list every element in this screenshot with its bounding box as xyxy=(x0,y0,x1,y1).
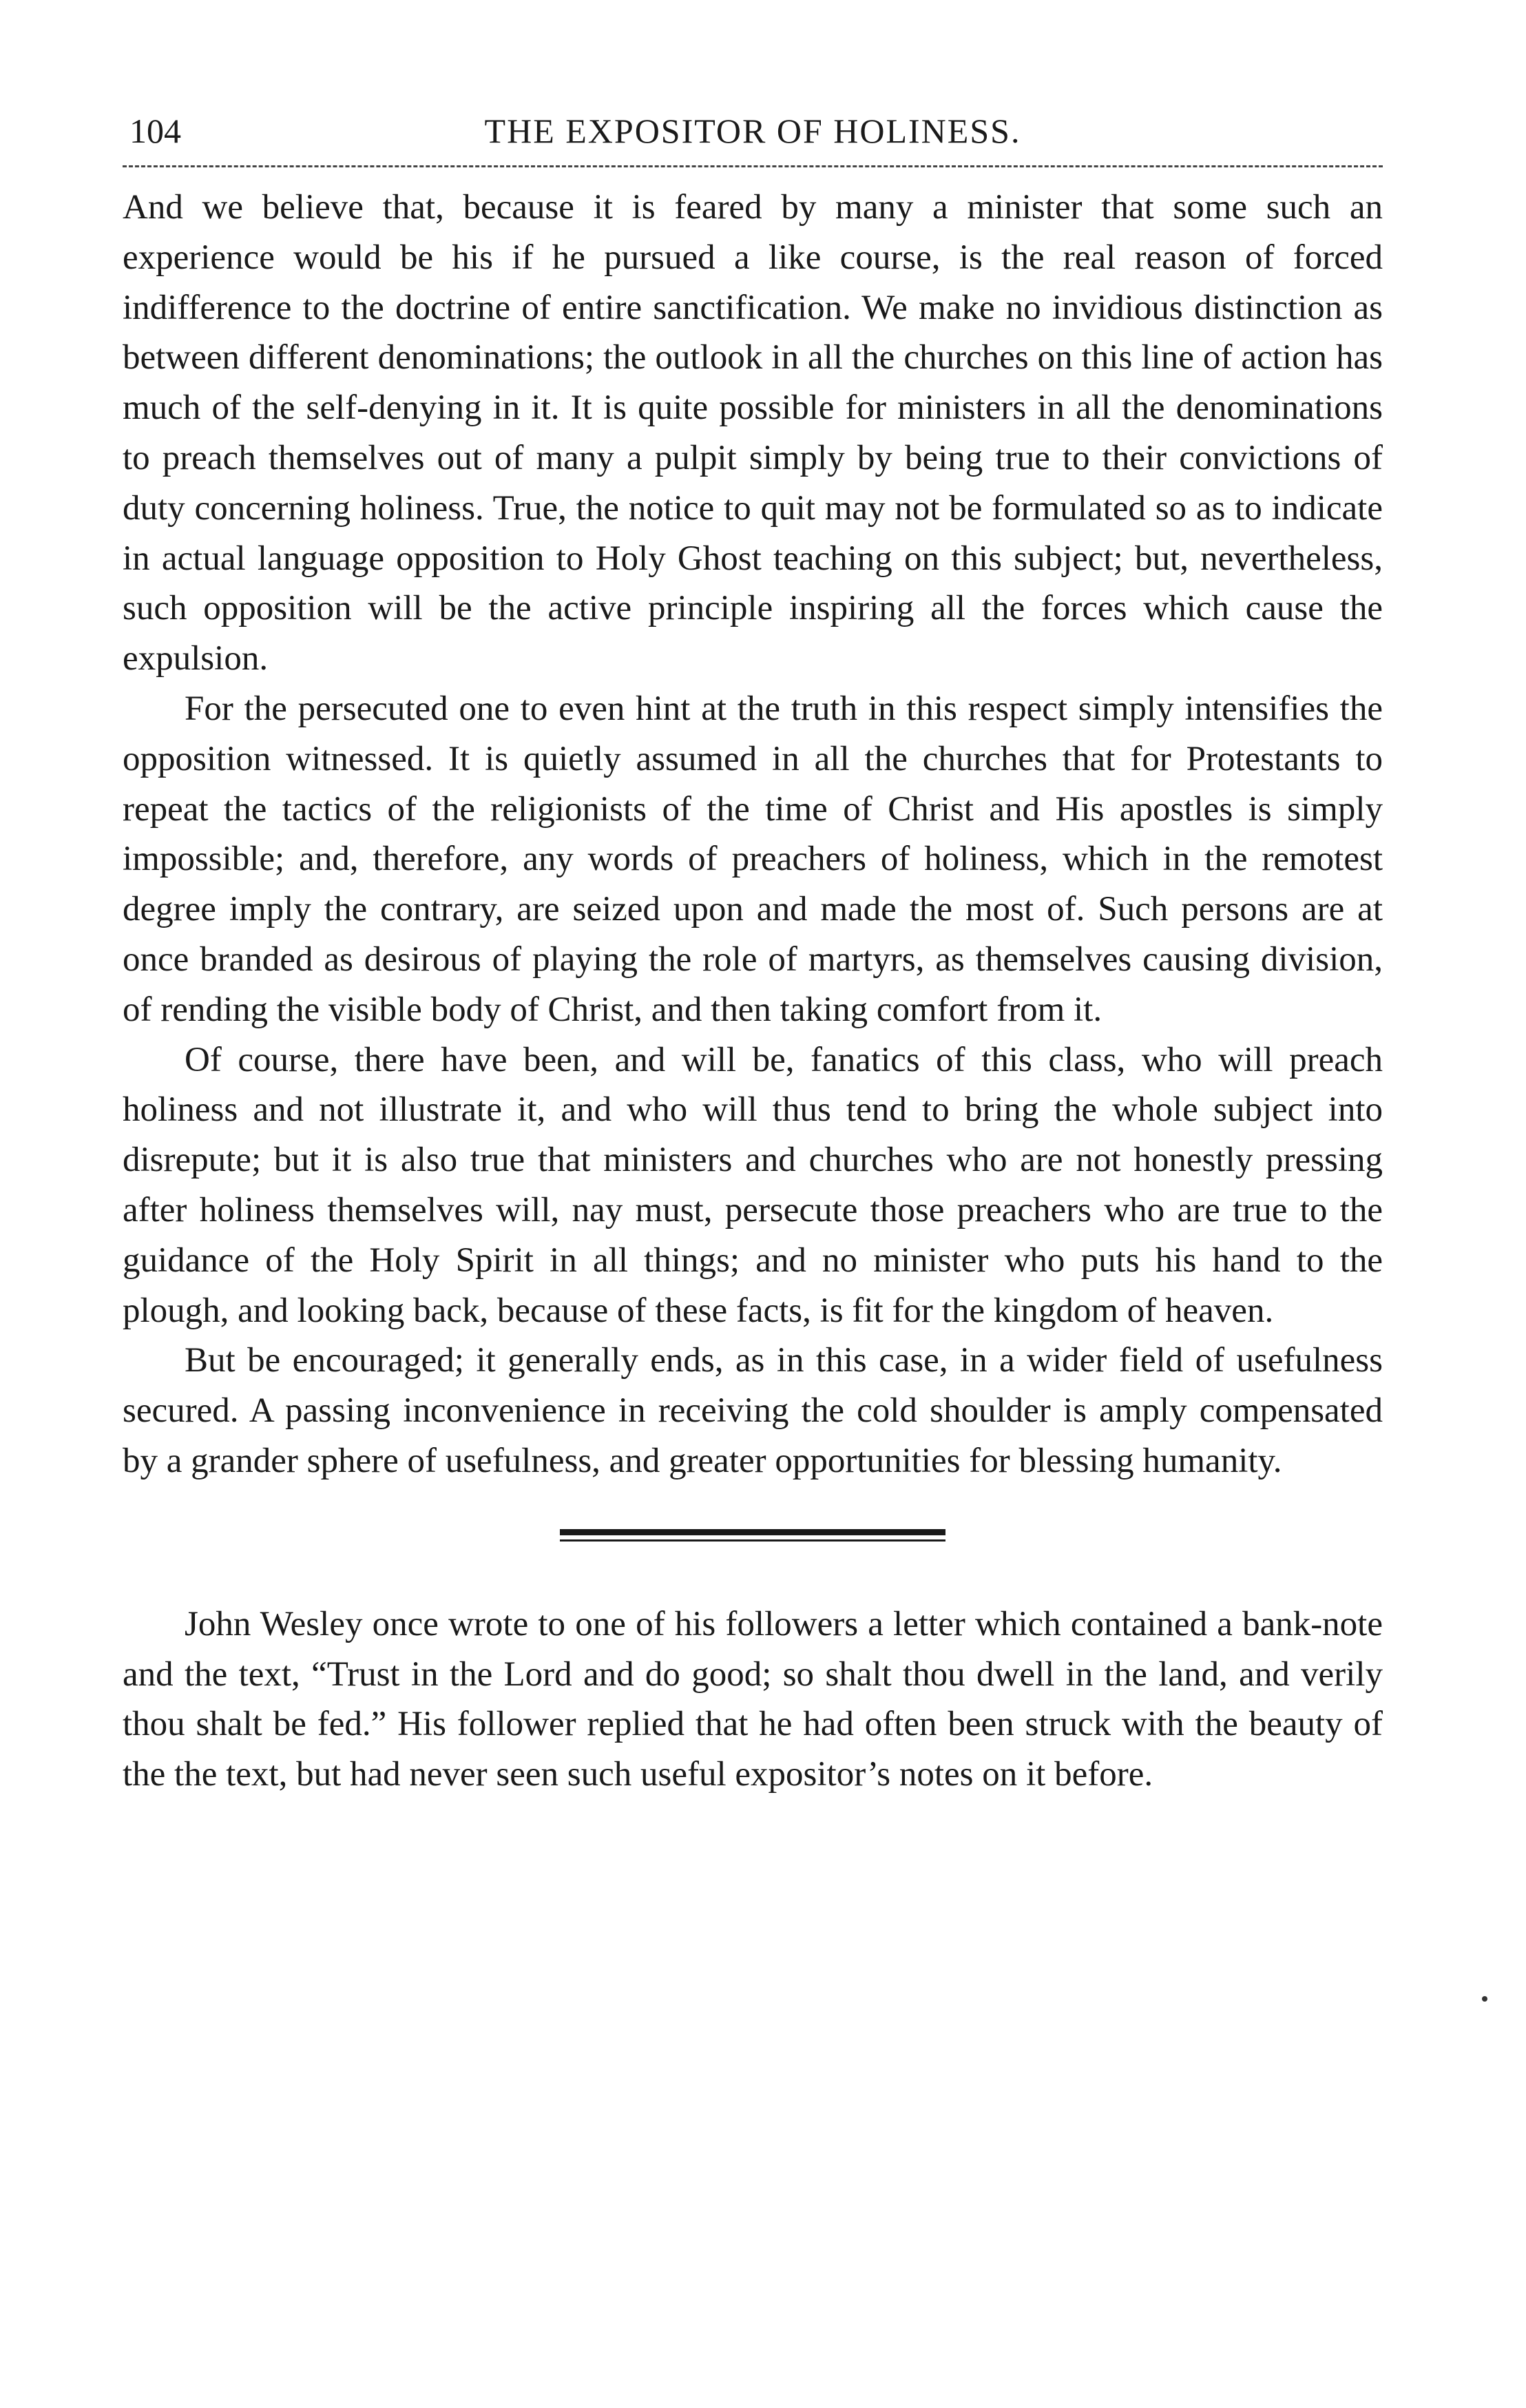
running-title: THE EXPOSITOR OF HOLINESS. xyxy=(484,112,1021,150)
anecdote-paragraph: John Wesley once wrote to one of his followers a letter which contained a bank-note and the text, “Trust in the Lord and do good; so shalt thou dwell in the land, and verily thou shalt be fed.” His follower replied that he had often been struck with the beauty of the the text, but had never seen such useful expositor’s notes on it before. xyxy=(123,1604,1383,1794)
section-separator xyxy=(560,1529,945,1542)
header-rule xyxy=(123,165,1383,167)
article-body xyxy=(123,183,1383,1486)
running-head xyxy=(123,103,1383,158)
separator-thin-rule xyxy=(560,1539,945,1542)
book-page xyxy=(123,103,1383,1800)
paragraph: For the persecuted one to even hint at the truth in this respect simply intensifies the opposition witnessed. It is quietly assumed in all the churches that for Protestants to repeat the tactics of the religionists of the time of Christ and His apostles is simply impossible; and, therefore, any words of preachers of holiness, which in the remotest degree imply the contrary, are seized upon and made the most of. Such persons are at once branded as desirous of playing the role of martyrs, as themselves causing division, of rending the visible body of Christ, and then taking comfort from it. xyxy=(123,689,1383,1029)
separator-thick-rule xyxy=(560,1529,945,1535)
paragraph: And we believe that, because it is feared by many a minister that some such an experience would be his if he pursued a like course, is the real reason of forced indifference to the doctrine of entire sanctification. We make no invidious distinction as between different denominations; the outlook in all the churches on this line of action has much of the self-denying in it. It is quite possible for ministers in all the denominations to preach themselves out of many a pulpit simply by being true to their convictions of duty concerning holiness. True, the notice to quit may not be formulated so as to indicate in actual language opposition to Holy Ghost teaching on this subject; but, nevertheless, such opposition will be the active principle inspiring all the forces which cause the expulsion. xyxy=(123,188,1383,678)
ink-speck xyxy=(1482,1996,1487,2002)
paragraph: But be encouraged; it generally ends, as in this case, in a wider field of usefulness secured. A passing inconvenience in receiving the cold shoulder is amply compensated by a grander sphere of usefulness, and greater opportunities for blessing humanity. xyxy=(123,1341,1383,1480)
paragraph: Of course, there have been, and will be, fanatics of this class, who will preach holiness and not illustrate it, and who will thus tend to bring the whole subject into disrepute; but it is also true that ministers and churches who are not honestly pressing after holiness themselves will, nay must, persecute those preachers who are true to the guidance of the Holy Spirit in all things; and no minister who puts his hand to the plough, and looking back, because of these facts, is fit for the kingdom of heaven. xyxy=(123,1040,1383,1330)
page-number: 104 xyxy=(129,112,181,150)
